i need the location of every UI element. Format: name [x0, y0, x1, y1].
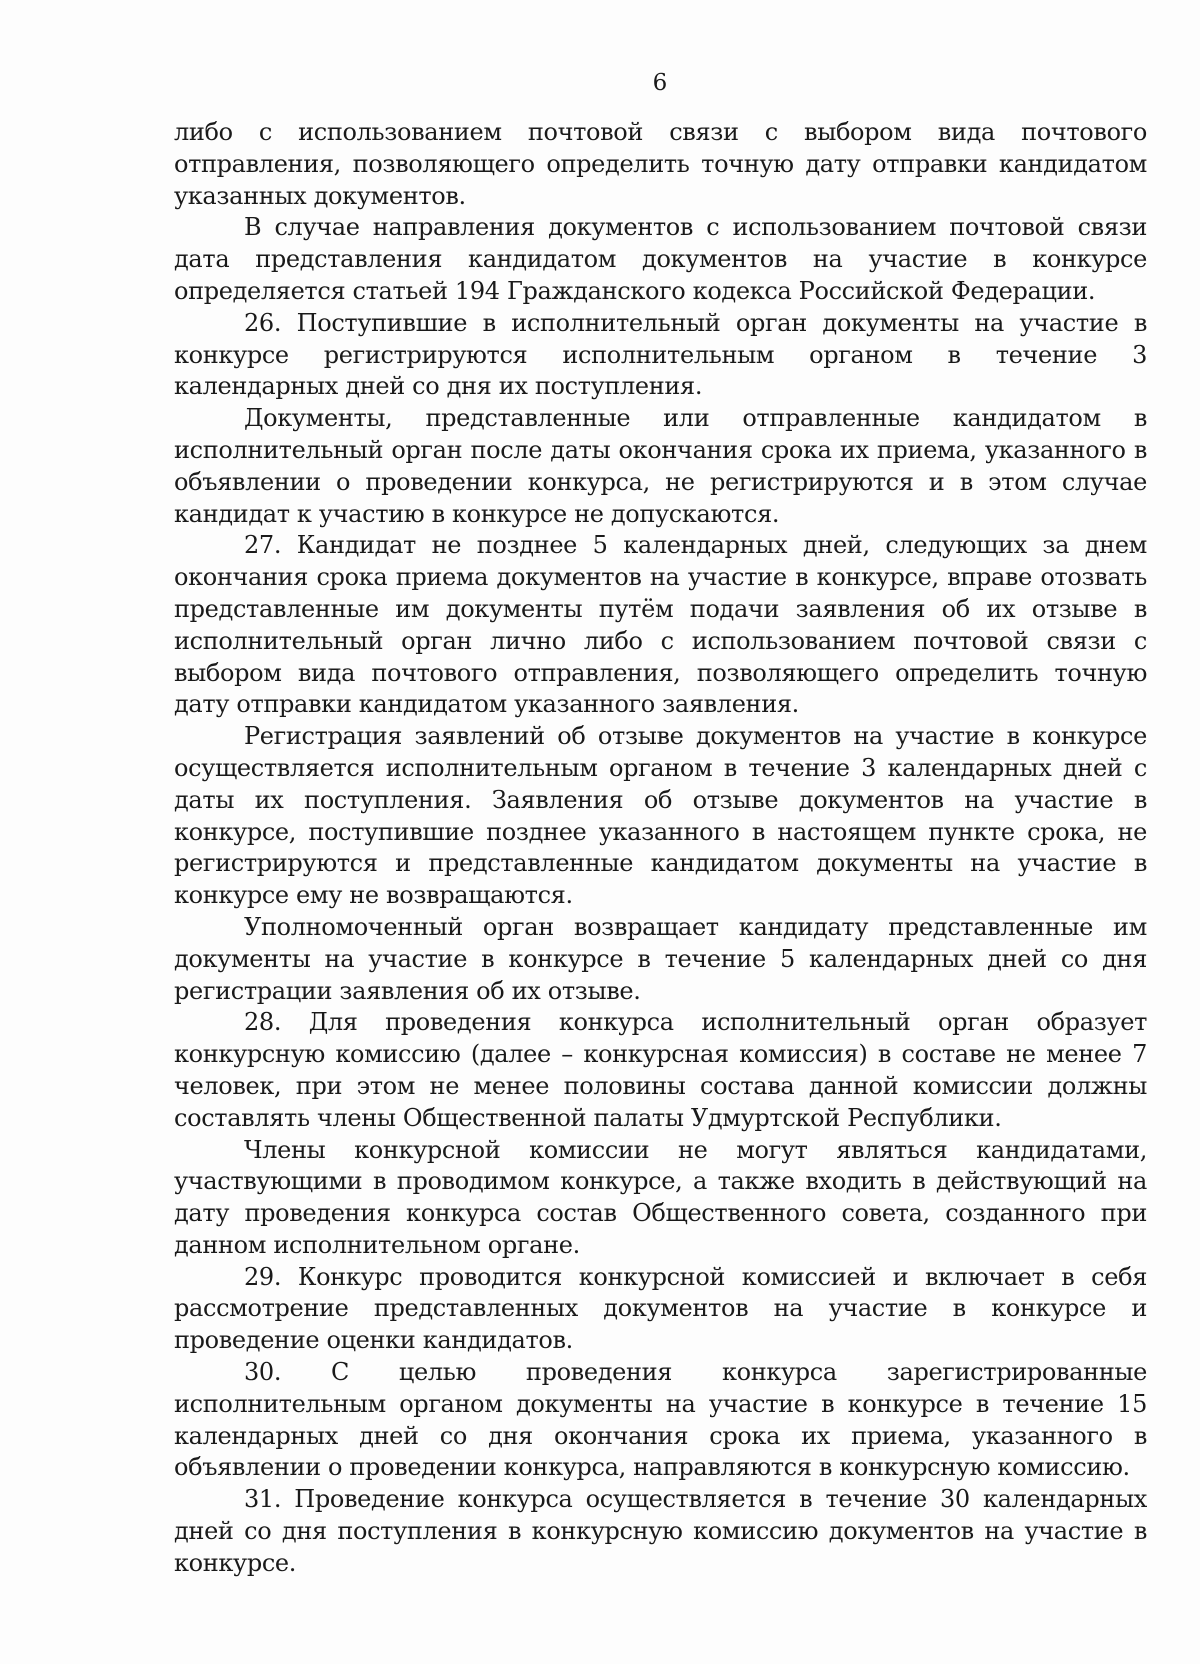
paragraph: Регистрация заявлений об отзыве документов на участие в конкурсе осуществляется исполнительным органом в течение 3 календарных дней с даты их поступления. Заявления об отзыве документов на участие в конкурсе, поступившие позднее указанного в настоящем пункте срока, не регистрируются и представленные кандидатом документы на участие в конкурсе ему не возвращаются. [174, 722, 1147, 910]
paragraph-item-29: 29. Конкурс проводится конкурсной комиссией и включает в себя рассмотрение представленных документов на участие в конкурсе и проведение оценки кандидатов. [174, 1262, 1147, 1355]
document-body [174, 117, 1147, 1580]
paragraph: Члены конкурсной комиссии не могут являться кандидатами, участвующими в проводимом конкурсе, а также входить в действующий на дату проведения конкурса состав Общественного совета, созданного при данном исполнительном органе. [174, 1135, 1147, 1259]
paragraph-item-30: 30. С целью проведения конкурса зарегистрированные исполнительным органом документы на участие в конкурсе в течение 15 календарных дней со дня окончания срока их приема, указанного в объявлении о проведении конкурса, направляются в конкурсную комиссию. [174, 1358, 1147, 1482]
paragraph-item-31: 31. Проведение конкурса осуществляется в течение 30 календарных дней со дня поступления в конкурсную комиссию документов на участие в конкурсе. [174, 1485, 1147, 1577]
paragraph: Документы, представленные или отправленные кандидатом в исполнительный орган после даты окончания срока их приема, указанного в объявлении о проведении конкурса, не регистрируются и в этом случае кандидат к участию в конкурсе не допускаются. [174, 404, 1147, 528]
paragraph: В случае направления документов с использованием почтовой связи дата представления кандидатом документов на участие в конкурсе определяется статьей 194 Гражданского кодекса Российской Федерации. [174, 213, 1147, 305]
paragraph-continuation: либо с использованием почтовой связи с выбором вида почтового отправления, позволяющего определить точную дату отправки кандидатом указанных документов. [174, 118, 1147, 210]
paragraph-item-27: 27. Кандидат не позднее 5 календарных дней, следующих за днем окончания срока приема документов на участие в конкурсе, вправе отозвать представленные им документы путём подачи заявления об их отзыве в исполнительный орган лично либо с использованием почтовой связи с выбором вида почтового отправления, позволяющего определить точную дату отправки кандидатом указанного заявления. [174, 531, 1147, 719]
page-number: 6 [652, 70, 668, 96]
paragraph-item-26: 26. Поступившие в исполнительный орган документы на участие в конкурсе регистрируются исполнительным органом в течение 3 календарных дней со дня их поступления. [174, 308, 1147, 401]
paragraph: Уполномоченный орган возвращает кандидату представленные им документы на участие в конкурсе в течение 5 календарных дней со дня регистрации заявления об их отзыве. [174, 912, 1147, 1005]
paragraph-item-28: 28. Для проведения конкурса исполнительный орган образует конкурсную комиссию (далее – конкурсная комиссия) в составе не менее 7 человек, при этом не менее половины состава данной комиссии должны составлять члены Общественной палаты Удмуртской Республики. [174, 1008, 1147, 1132]
